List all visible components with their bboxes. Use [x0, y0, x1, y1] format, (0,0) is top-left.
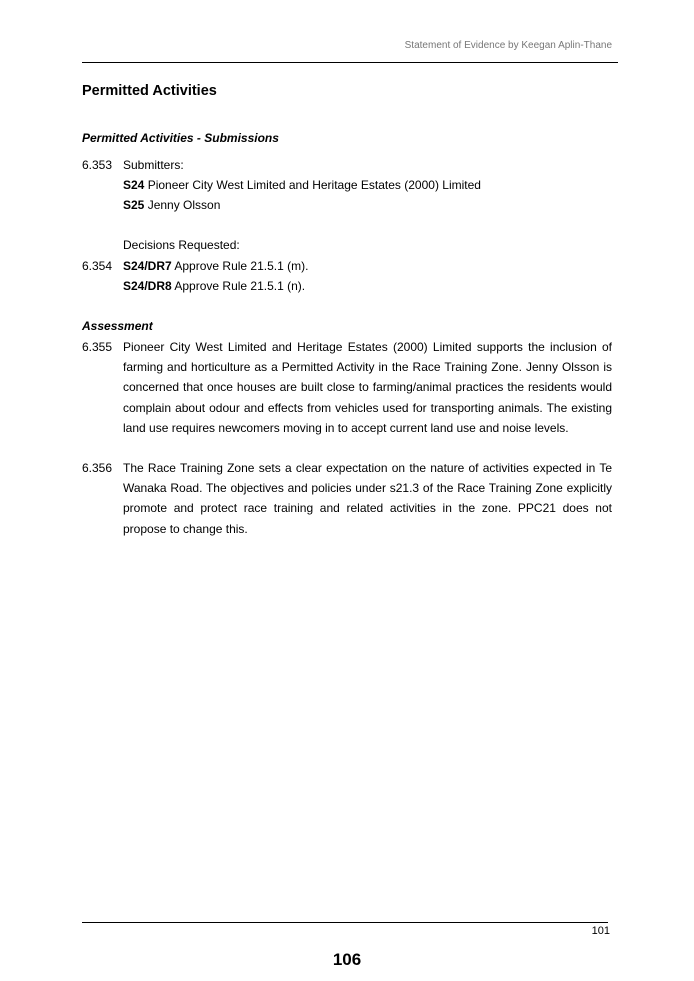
submitter-code: S24 — [123, 178, 145, 192]
page-number: 101 — [591, 925, 610, 937]
submitter-item — [123, 195, 220, 215]
paragraph-number-355: 6.355 — [82, 340, 113, 354]
submitter-item — [123, 175, 481, 195]
decision-item — [123, 276, 305, 296]
submissions-heading: Permitted Activities - Submissions — [82, 131, 279, 145]
decisions-label: Decisions Requested: — [123, 238, 240, 252]
submitters-label: Submitters: — [123, 158, 184, 172]
paragraph-355-text: Pioneer City West Limited and Heritage Estates (2000) Limited supports the inclusion of farming and horticulture as a Permitted Activity in the Race Training Zone. Jenny Olsson is concerned that once houses are built close to farming/animal practices the residents would complain about odour and effects from vehicles used for transporting animals. The existing land use requires newcomers moving in to accept current land use and noise levels. — [123, 340, 612, 435]
running-header: Statement of Evidence by Keegan Aplin-Thane — [404, 40, 612, 51]
submitter-name: Pioneer City West Limited and Heritage Estates (2000) Limited — [144, 178, 481, 192]
section-title: Permitted Activities — [82, 83, 217, 99]
paragraph-number-354: 6.354 — [82, 259, 113, 273]
decision-item — [123, 256, 308, 276]
decision-text: Approve Rule 21.5.1 (n). — [171, 279, 306, 293]
decision-text: Approve Rule 21.5.1 (m). — [171, 259, 309, 273]
header-rule — [82, 62, 618, 63]
submitter-code: S25 — [123, 198, 145, 212]
footer-rule — [82, 922, 608, 923]
decision-code: S24/DR8 — [123, 279, 172, 293]
assessment-heading: Assessment — [82, 319, 153, 333]
submitter-name: Jenny Olsson — [144, 198, 221, 212]
document-page-number: 106 — [332, 950, 362, 969]
decision-code: S24/DR7 — [123, 259, 172, 273]
paragraph-number-356: 6.356 — [82, 461, 113, 475]
paragraph-356-text: The Race Training Zone sets a clear expectation on the nature of activities expected in Te Wanaka Road. The objectives and policies under s21.3 of the Race Training Zone explicitly promote and protect race training and related activities in the zone. PPC21 does not propose to change this. — [123, 461, 612, 536]
paragraph-number-353: 6.353 — [82, 158, 113, 172]
